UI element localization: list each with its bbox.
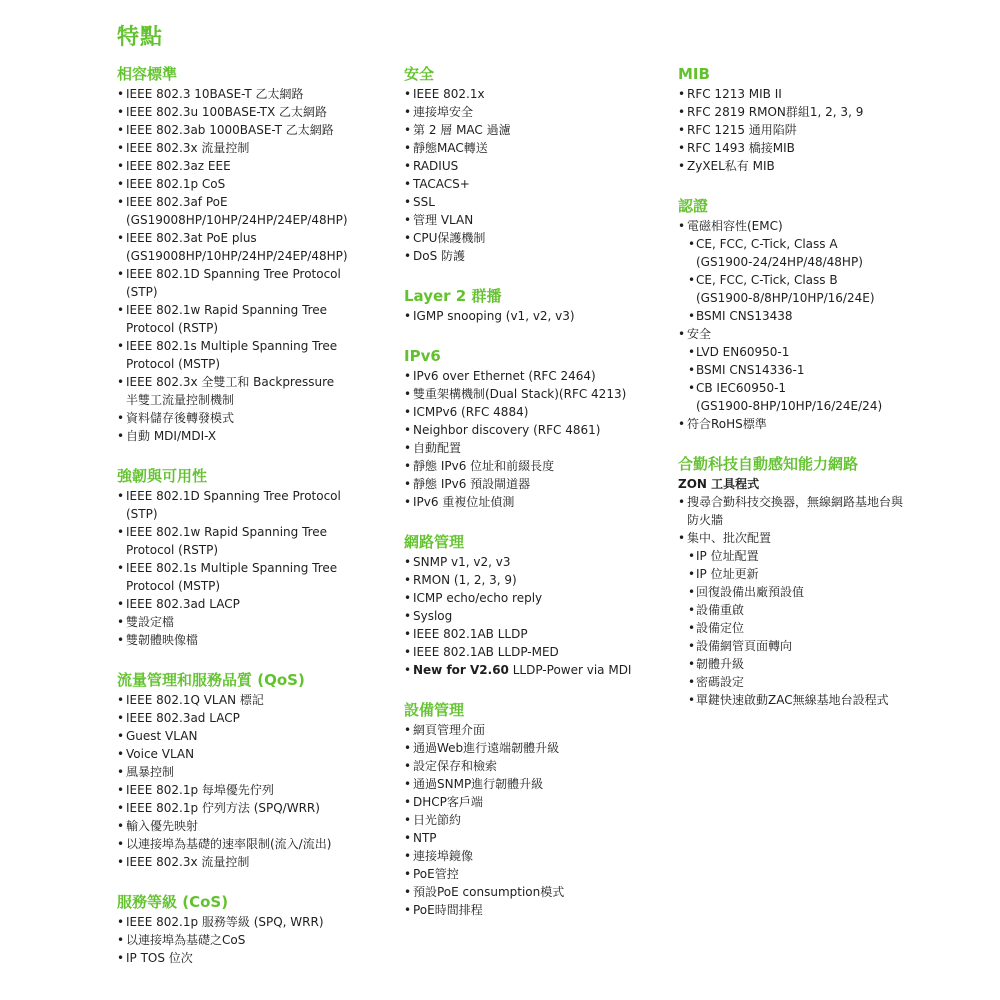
list-item: • IEEE 802.3u 100BASE-TX 乙太網路: [117, 103, 392, 121]
list-item: • 雙重架構機制(Dual Stack)(RFC 4213): [404, 385, 672, 403]
rohs-item: • 符合RoHS標準: [678, 415, 978, 433]
list-item: • 設備定位: [688, 619, 978, 637]
section-title: 安全: [404, 65, 435, 83]
list-item: • IP 位址更新: [688, 565, 978, 583]
section-title: 流量管理和服務品質 (QoS): [117, 671, 305, 689]
mib-section: [678, 64, 978, 175]
page-title: 特點: [117, 25, 164, 50]
list-item: • 靜態 IPv6 位址和前綴長度: [404, 457, 672, 475]
list-item: • 靜態MAC轉送: [404, 139, 672, 157]
list-item: • IEEE 802.3az EEE: [117, 157, 392, 175]
list-item: • CE, FCC, C-Tick, Class B (GS1900-8/8HP/10HP/16/24E): [688, 271, 978, 307]
ipv6-section: [404, 346, 672, 511]
qos-section: [117, 670, 392, 871]
list-item: • CPU保護機制: [404, 229, 672, 247]
list-item: • IEEE 802.1w Rapid Spanning Tree Protocol (RSTP): [117, 523, 392, 559]
l2-multicast-section: [404, 286, 672, 325]
list-item: • 密碼設定: [688, 673, 978, 691]
list-item: • 資料儲存後轉發模式: [117, 409, 392, 427]
list-item: • 回復設備出廠預設值: [688, 583, 978, 601]
emc-list: [678, 235, 978, 325]
list-item: • 靜態 IPv6 預設閘道器: [404, 475, 672, 493]
list-item: • 單鍵快速啟動ZAC無線基地台設程式: [688, 691, 978, 709]
feature-list: [117, 913, 392, 967]
list-item: • 連接埠鏡像: [404, 847, 672, 865]
list-item: • 網頁管理介面: [404, 721, 672, 739]
list-item: • SSL: [404, 193, 672, 211]
list-item: • IEEE 802.1p 每埠優先佇列: [117, 781, 392, 799]
list-item: • TACACS+: [404, 175, 672, 193]
list-item: • IEEE 802.1s Multiple Spanning Tree Protocol (MSTP): [117, 559, 392, 595]
feature-list: [404, 553, 672, 679]
list-item: • 通過Web進行遠端韌體升級: [404, 739, 672, 757]
list-item: • Neighbor discovery (RFC 4861): [404, 421, 672, 439]
feature-list: [404, 85, 672, 265]
list-item: • IEEE 802.1AB LLDP-MED: [404, 643, 672, 661]
zon-section: [678, 454, 978, 709]
list-item: • LVD EN60950-1: [688, 343, 978, 361]
list-item: • IEEE 802.3x 流量控制: [117, 139, 392, 157]
list-item: • IEEE 802.3ad LACP: [117, 709, 392, 727]
list-item: • BSMI CNS14336-1: [688, 361, 978, 379]
resilience-section: [117, 466, 392, 649]
feature-list: [404, 721, 672, 919]
list-item: • IEEE 802.1p CoS: [117, 175, 392, 193]
list-item: • CE, FCC, C-Tick, Class A (GS1900-24/24HP/48/48HP): [688, 235, 978, 271]
list-item: • IEEE 802.1AB LLDP: [404, 625, 672, 643]
list-item: • ICMPv6 (RFC 4884): [404, 403, 672, 421]
search-item: • 搜尋合勤科技交換器，無線網路基地台與 防火牆: [678, 493, 978, 529]
list-item: • IPv6 over Ethernet (RFC 2464): [404, 367, 672, 385]
list-item: • IEEE 802.3ab 1000BASE-T 乙太網路: [117, 121, 392, 139]
section-title: 服務等級 (CoS): [117, 893, 229, 911]
list-item: • 日光節約: [404, 811, 672, 829]
security-section: [404, 64, 672, 265]
list-item: • NTP: [404, 829, 672, 847]
list-item: • IEEE 802.3x 全雙工和 Backpressure 半雙工流量控制機制: [117, 373, 392, 409]
list-item: • IEEE 802.1Q VLAN 標記: [117, 691, 392, 709]
list-item: • Voice VLAN: [117, 745, 392, 763]
new-version-label: New for V2.60: [413, 663, 509, 677]
list-item: • IP 位址配置: [688, 547, 978, 565]
list-item: • IEEE 802.3af PoE (GS19008HP/10HP/24HP/24EP/48HP): [117, 193, 392, 229]
feature-list: [678, 325, 978, 343]
feature-list: [678, 415, 978, 433]
feature-list: [678, 217, 978, 235]
section-title: 設備管理: [404, 701, 465, 719]
list-item: • IEEE 802.3x 流量控制: [117, 853, 392, 871]
feature-list: [117, 487, 392, 649]
list-item: • IEEE 802.1w Rapid Spanning Tree Protocol (RSTP): [117, 301, 392, 337]
list-item: • Guest VLAN: [117, 727, 392, 745]
list-item: • RFC 1213 MIB II: [678, 85, 978, 103]
list-item: • 輸入優先映射: [117, 817, 392, 835]
feature-list: [404, 307, 672, 325]
list-item: • RFC 1493 橋接MIB: [678, 139, 978, 157]
cos-section: [117, 892, 392, 967]
list-item: • 雙韌體映像檔: [117, 631, 392, 649]
list-item: • IEEE 802.1s Multiple Spanning Tree Protocol (MSTP): [117, 337, 392, 373]
compat-standards-section: [117, 64, 392, 445]
list-item: • RADIUS: [404, 157, 672, 175]
batch-list: [678, 547, 978, 709]
list-item: • IEEE 802.1p 佇列方法 (SPQ/WRR): [117, 799, 392, 817]
emc-item: • 電磁相容性(EMC): [678, 217, 978, 235]
feature-list: [117, 691, 392, 871]
list-item: • 韌體升級: [688, 655, 978, 673]
list-item: • IEEE 802.1p 服務等級 (SPQ, WRR): [117, 913, 392, 931]
list-item: • CB IEC60950-1 (GS1900-8HP/10HP/16/24E/24): [688, 379, 978, 415]
list-item: • IGMP snooping (v1, v2, v3): [404, 307, 672, 325]
list-item: • 以連接埠為基礎之CoS: [117, 931, 392, 949]
column-2: [404, 64, 672, 919]
list-item: • IP TOS 位次: [117, 949, 392, 967]
list-item: • RFC 1215 通用陷阱: [678, 121, 978, 139]
list-item: • Syslog: [404, 607, 672, 625]
device-mgmt-section: [404, 700, 672, 919]
section-title: 強韌與可用性: [117, 467, 208, 485]
list-item: • IEEE 802.3at PoE plus (GS19008HP/10HP/24HP/24EP/48HP): [117, 229, 392, 265]
section-title: MIB: [678, 65, 710, 83]
batch-config-item: • 集中、批次配置: [678, 529, 978, 547]
network-mgmt-section: [404, 532, 672, 679]
list-item: • 風暴控制: [117, 763, 392, 781]
list-item: • 管理 VLAN: [404, 211, 672, 229]
list-item: • 自動配置: [404, 439, 672, 457]
list-item: • 連接埠安全: [404, 103, 672, 121]
list-item: • ZyXEL私有 MIB: [678, 157, 978, 175]
section-title: IPv6: [404, 347, 441, 365]
list-item: • IEEE 802.3ad LACP: [117, 595, 392, 613]
safety-list: [678, 343, 978, 415]
section-title: Layer 2 群播: [404, 287, 502, 305]
section-title: 相容標準: [117, 65, 178, 83]
list-item: • IEEE 802.1x: [404, 85, 672, 103]
list-item: • DoS 防護: [404, 247, 672, 265]
list-item: • IEEE 802.3 10BASE-T 乙太網路: [117, 85, 392, 103]
list-item: • 設備網管頁面轉向: [688, 637, 978, 655]
column-3: [678, 64, 978, 709]
list-item: • PoE時間排程: [404, 901, 672, 919]
list-item: • IPv6 重複位址偵測: [404, 493, 672, 511]
list-item: • ICMP echo/echo reply: [404, 589, 672, 607]
list-item: • 設定保存和檢索: [404, 757, 672, 775]
feature-list: [404, 367, 672, 511]
list-item: • RMON (1, 2, 3, 9): [404, 571, 672, 589]
list-item: • RFC 2819 RMON群組1, 2, 3, 9: [678, 103, 978, 121]
new-feature-item: • New for V2.60 LLDP-Power via MDI: [404, 661, 672, 679]
list-item: • 第 2 層 MAC 過濾: [404, 121, 672, 139]
list-item: • PoE管控: [404, 865, 672, 883]
list-item: • 通過SNMP進行韌體升級: [404, 775, 672, 793]
list-item: • 設備重啟: [688, 601, 978, 619]
safety-item: • 安全: [678, 325, 978, 343]
list-item: • 雙設定檔: [117, 613, 392, 631]
list-item: • SNMP v1, v2, v3: [404, 553, 672, 571]
list-item: • 預設PoE consumption模式: [404, 883, 672, 901]
section-title: 合勤科技自動感知能力網路: [678, 455, 859, 473]
feature-list: [117, 85, 392, 445]
list-item: • BSMI CNS13438: [688, 307, 978, 325]
list-item: • DHCP客戶端: [404, 793, 672, 811]
list-item: • IEEE 802.1D Spanning Tree Protocol (STP): [117, 487, 392, 523]
list-item: • 以連接埠為基礎的速率限制(流入/流出): [117, 835, 392, 853]
list-item: • IEEE 802.1D Spanning Tree Protocol (STP): [117, 265, 392, 301]
column-1: [117, 64, 392, 967]
list-item: • 自動 MDI/MDI-X: [117, 427, 392, 445]
certification-section: [678, 196, 978, 433]
feature-list: [678, 85, 978, 175]
zon-subtitle: ZON 工具程式: [678, 477, 760, 491]
section-title: 認證: [678, 197, 709, 215]
section-title: 網路管理: [404, 533, 465, 551]
feature-list: [678, 493, 978, 547]
